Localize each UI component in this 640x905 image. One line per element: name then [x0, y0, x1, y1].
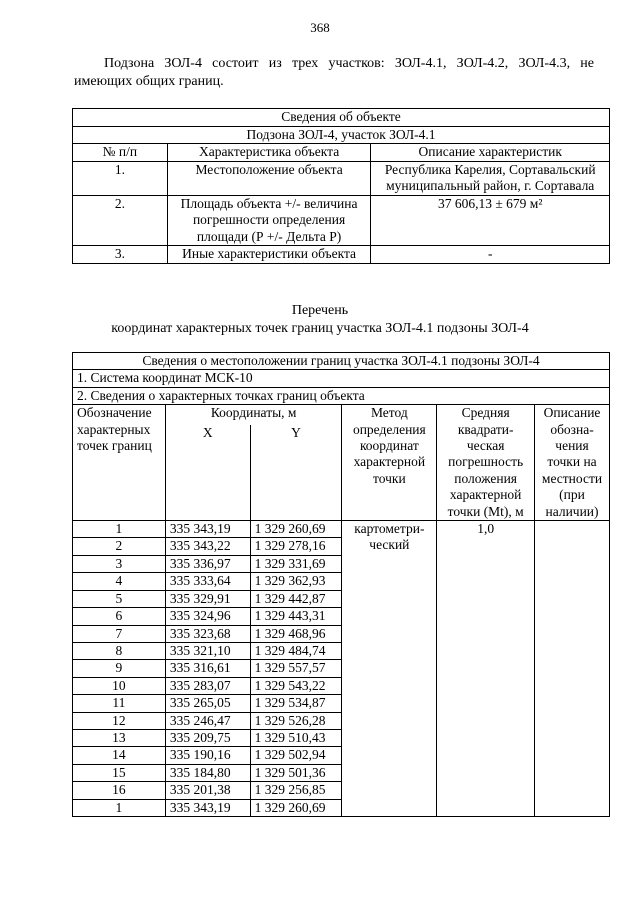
coord-y: 1 329 278,16 [250, 538, 342, 555]
page-number: 368 [310, 20, 330, 35]
header-method: Метод определения координат характерной точки [342, 405, 437, 521]
method-value: картометри-ческий [342, 521, 437, 817]
header-description: Описание характеристик [371, 144, 610, 162]
error-value: 1,0 [437, 521, 535, 817]
header-point-description: Описание обозна-чения точки на местности (при наличии) [535, 405, 610, 521]
header-coordinates: Координаты, м [165, 405, 342, 425]
point-description-value [535, 521, 610, 817]
point-number: 11 [73, 695, 166, 712]
table-row [73, 195, 610, 246]
header-error: Средняя квадрати-ческая погрешность положения характерной точки (Мt), м [437, 405, 535, 521]
point-number: 13 [73, 729, 166, 746]
coord-x: 335 323,68 [165, 625, 250, 642]
coord-x: 335 343,19 [165, 521, 250, 538]
coord-x: 335 209,75 [165, 729, 250, 746]
table-row [73, 246, 610, 264]
coord-table-title: Сведения о местоположении границ участка ЗОЛ-4.1 подзоны ЗОЛ-4 [73, 353, 610, 370]
coordinates-table [72, 352, 610, 817]
coord-y: 1 329 557,57 [250, 660, 342, 677]
list-caption-title: Перечень [291, 303, 349, 318]
header-x: X [165, 425, 250, 521]
point-number: 8 [73, 642, 166, 659]
intro-paragraph: Подзона ЗОЛ-4 состоит из трех участков: ЗОЛ-4.1, ЗОЛ-4.2, ЗОЛ-4.3, не имеющих общих границ. [74, 56, 594, 89]
row-number: 1. [73, 161, 168, 195]
header-point-designation: Обозначение характерных точек границ [73, 405, 166, 521]
coord-y: 1 329 331,69 [250, 555, 342, 572]
coord-y: 1 329 260,69 [250, 799, 342, 816]
coord-x: 335 343,19 [165, 799, 250, 816]
coord-y: 1 329 484,74 [250, 642, 342, 659]
object-info-table [72, 108, 610, 264]
coord-x: 335 343,22 [165, 538, 250, 555]
point-number: 2 [73, 538, 166, 555]
coord-x: 335 321,10 [165, 642, 250, 659]
point-number: 1 [73, 521, 166, 538]
coord-y: 1 329 510,43 [250, 729, 342, 746]
coord-x: 335 190,16 [165, 747, 250, 764]
point-number: 7 [73, 625, 166, 642]
coord-y: 1 329 442,87 [250, 590, 342, 607]
coord-x: 335 246,47 [165, 712, 250, 729]
header-number: № п/п [73, 144, 168, 162]
row-description: Республика Карелия, Сортавальский муниципальный район, г. Сортавала [371, 161, 610, 195]
coord-x: 335 283,07 [165, 677, 250, 694]
coord-y: 1 329 362,93 [250, 573, 342, 590]
row-characteristic: Иные характеристики объекта [167, 246, 371, 264]
coord-system-label: 1. Система координат МСК-10 [73, 370, 610, 387]
point-number: 3 [73, 555, 166, 572]
coord-x: 335 324,96 [165, 608, 250, 625]
object-table-title: Сведения об объекте [73, 109, 610, 127]
row-number: 2. [73, 195, 168, 246]
coord-y: 1 329 260,69 [250, 521, 342, 538]
coord-x: 335 336,97 [165, 555, 250, 572]
point-number: 15 [73, 764, 166, 781]
point-number: 6 [73, 608, 166, 625]
coord-x: 335 265,05 [165, 695, 250, 712]
point-number: 16 [73, 782, 166, 799]
coord-y: 1 329 502,94 [250, 747, 342, 764]
coord-y: 1 329 468,96 [250, 625, 342, 642]
row-description: - [371, 246, 610, 264]
table-row [73, 521, 610, 538]
coord-y: 1 329 501,36 [250, 764, 342, 781]
coord-x: 335 184,80 [165, 764, 250, 781]
coord-y: 1 329 443,31 [250, 608, 342, 625]
header-y: Y [250, 425, 342, 521]
coord-y: 1 329 526,28 [250, 712, 342, 729]
point-number: 12 [73, 712, 166, 729]
points-section-label: 2. Сведения о характерных точках границ объекта [73, 387, 610, 404]
point-number: 4 [73, 573, 166, 590]
coord-x: 335 316,61 [165, 660, 250, 677]
point-number: 9 [73, 660, 166, 677]
list-caption-subtitle: координат характерных точек границ участка ЗОЛ-4.1 подзоны ЗОЛ-4 [111, 321, 529, 336]
coord-y: 1 329 543,22 [250, 677, 342, 694]
object-table-subtitle: Подзона ЗОЛ-4, участок ЗОЛ-4.1 [73, 126, 610, 144]
row-description: 37 606,13 ± 679 м² [371, 195, 610, 246]
header-characteristic: Характеристика объекта [167, 144, 371, 162]
coord-y: 1 329 256,85 [250, 782, 342, 799]
coord-x: 335 201,38 [165, 782, 250, 799]
point-number: 14 [73, 747, 166, 764]
point-number: 5 [73, 590, 166, 607]
table-row [73, 161, 610, 195]
row-characteristic: Местоположение объекта [167, 161, 371, 195]
coord-x: 335 333,64 [165, 573, 250, 590]
coord-x: 335 329,91 [165, 590, 250, 607]
point-number: 1 [73, 799, 166, 816]
row-characteristic: Площадь объекта +/- величина погрешности определения площади (Р +/- Дельта Р) [167, 195, 371, 246]
coord-y: 1 329 534,87 [250, 695, 342, 712]
row-number: 3. [73, 246, 168, 264]
point-number: 10 [73, 677, 166, 694]
